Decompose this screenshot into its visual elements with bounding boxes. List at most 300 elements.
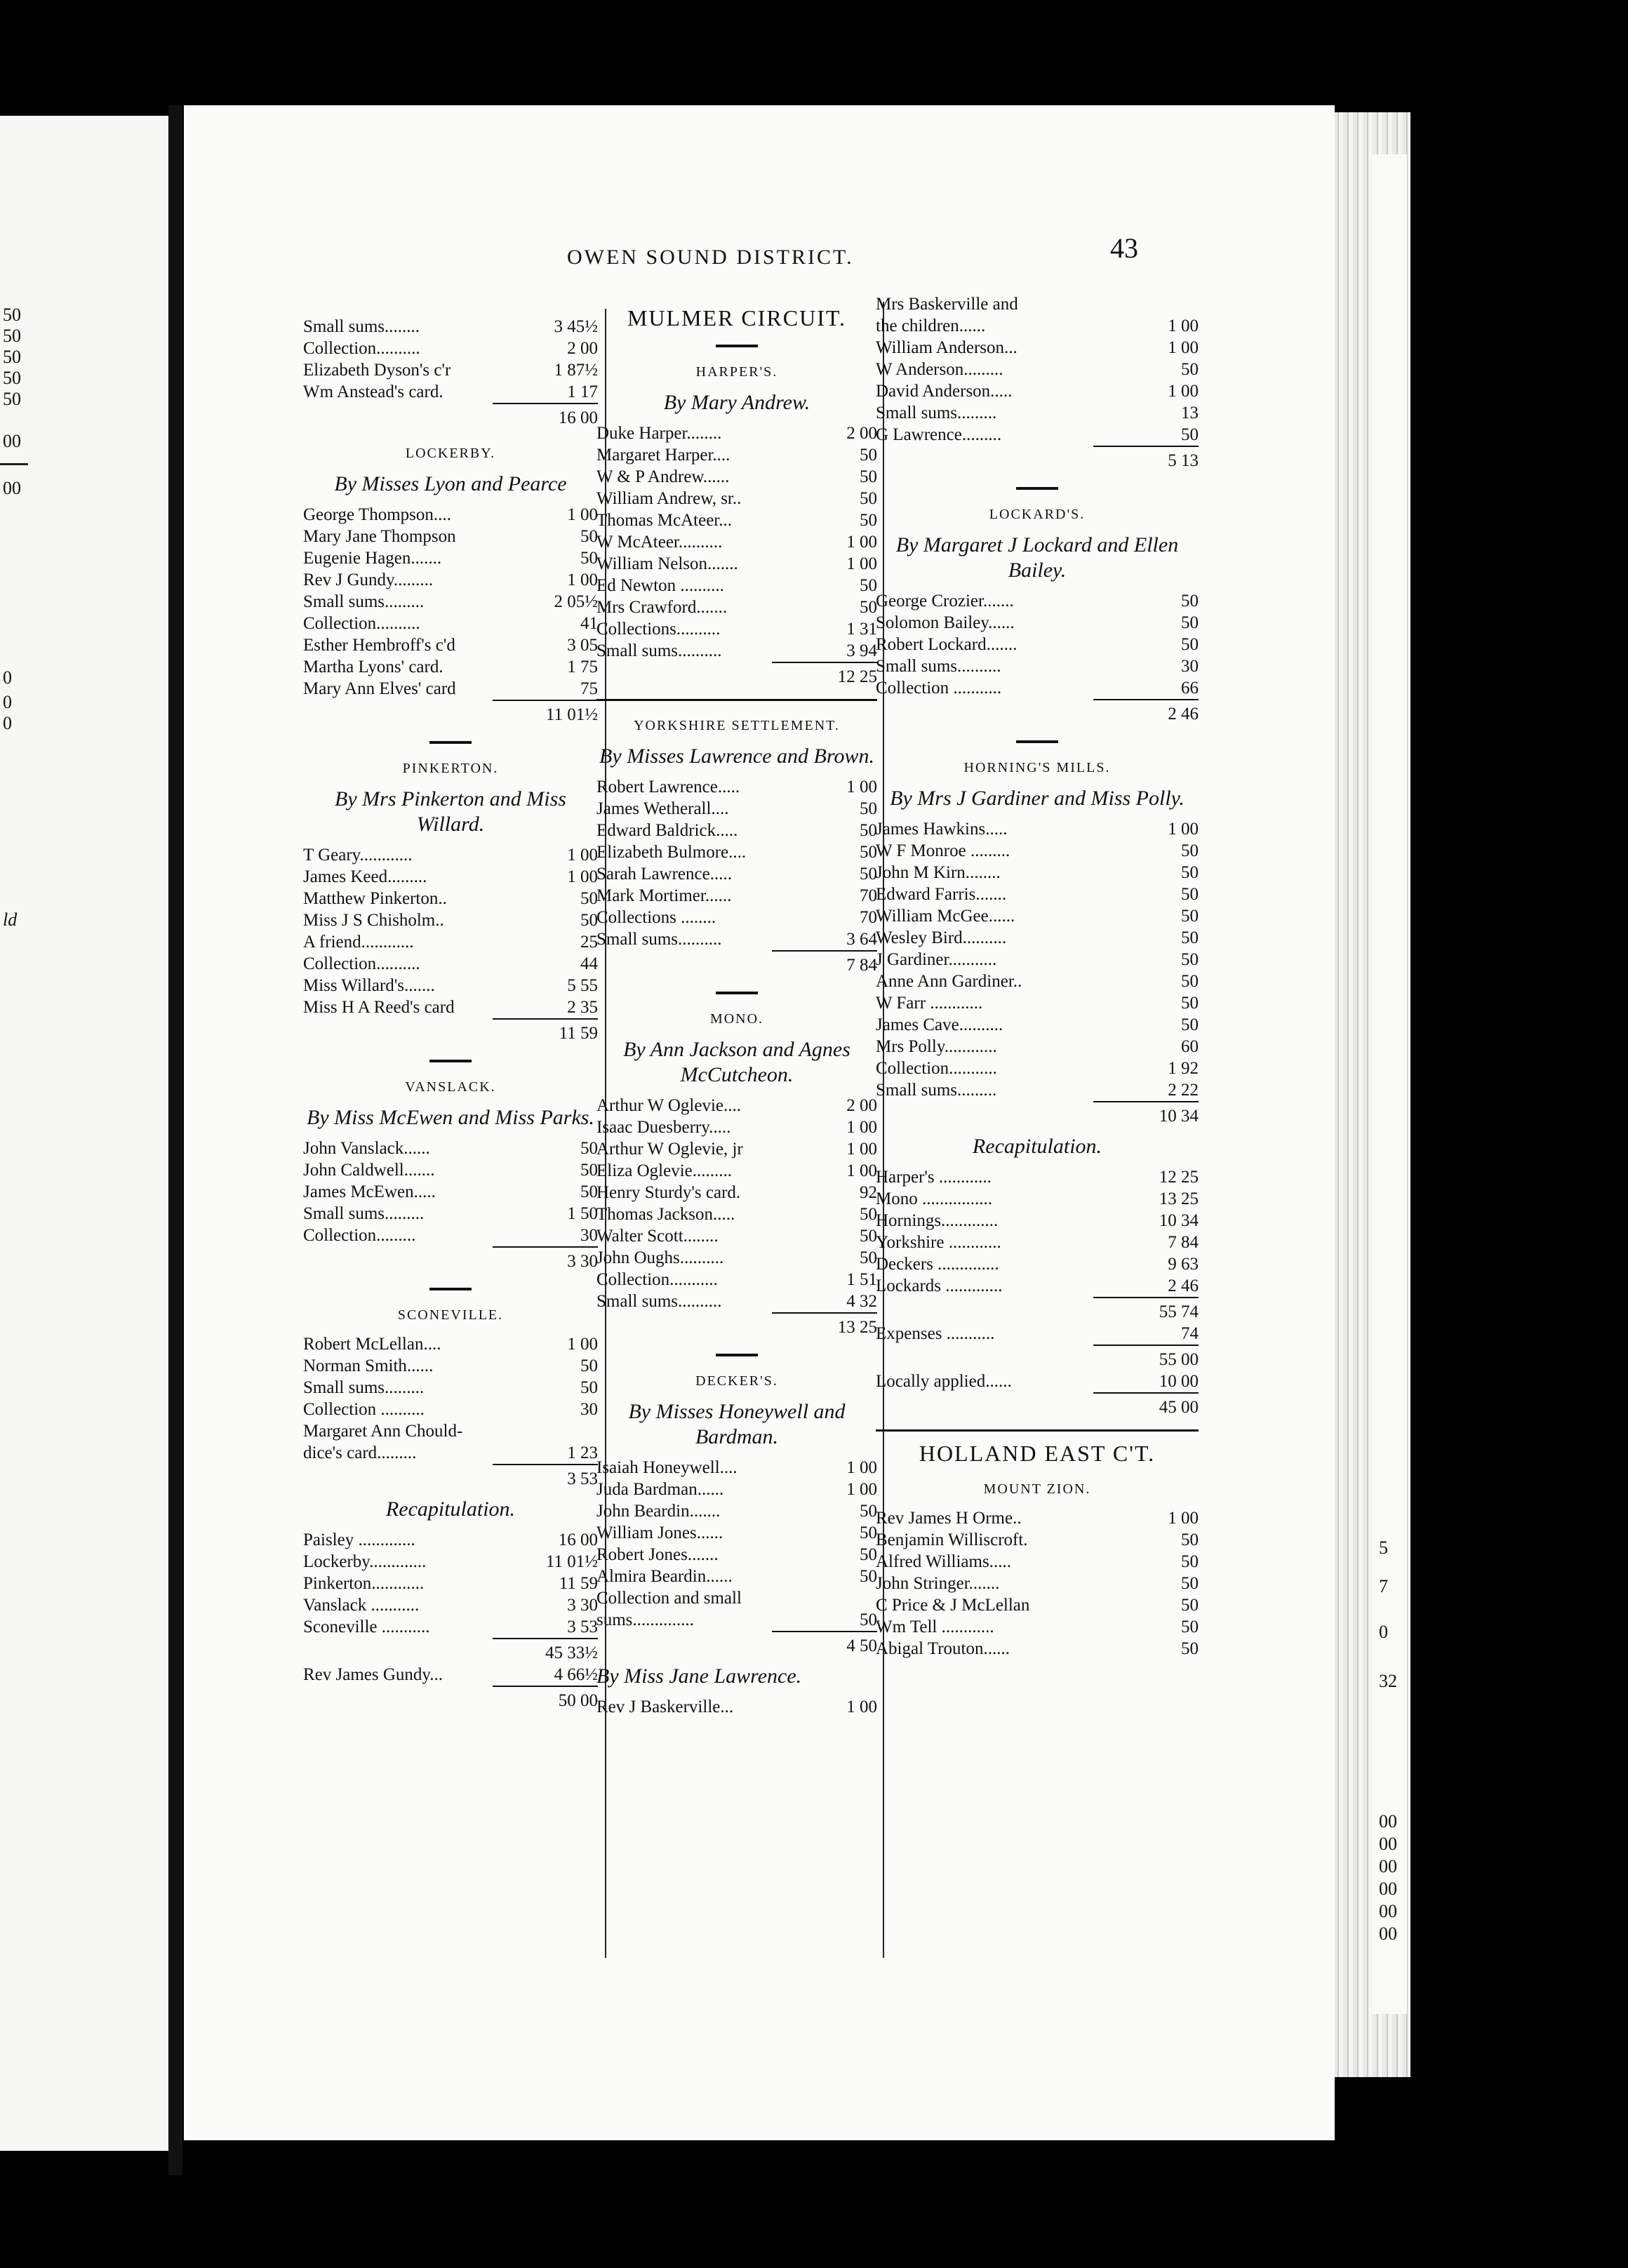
row-label: James Hawkins..... (876, 820, 1008, 839)
col3-top-total: 5 13 (1093, 446, 1199, 472)
row-label: Collection........... (596, 1270, 718, 1289)
entry-row (303, 359, 598, 381)
lockards-rows (876, 590, 1199, 699)
entry-row (303, 1203, 598, 1225)
row-amount: 50 (1181, 950, 1199, 969)
row-label: Paisley ............. (303, 1530, 415, 1549)
left-fragment: 50 (3, 305, 21, 325)
row-amount: 1 31 (846, 620, 877, 639)
entry-row (876, 1166, 1199, 1188)
row-label: Mrs Polly............ (876, 1037, 997, 1056)
mount-zion-rows (876, 1507, 1199, 1660)
row-amount: 50 (1181, 972, 1199, 991)
entry-row (303, 338, 598, 359)
row-amount: 74 (1181, 1324, 1199, 1343)
left-fragment: 50 (3, 389, 21, 409)
row-label: W F Monroe ......... (876, 841, 1010, 860)
entry-row (876, 1275, 1199, 1297)
row-amount: 10 34 (1159, 1211, 1199, 1230)
row-amount: 50 (860, 576, 877, 595)
row-label: Alfred Williams..... (876, 1552, 1011, 1571)
left-fragment: 50 (3, 347, 21, 367)
section-byline: By Mary Andrew. (663, 391, 810, 414)
section-total: 2 46 (1093, 699, 1199, 725)
locally-applied-row (876, 1370, 1199, 1392)
row-amount: 50 (860, 446, 877, 465)
entry-row (303, 1529, 598, 1551)
entry-row (303, 591, 598, 613)
row-amount: 50 (1181, 1574, 1199, 1593)
entry-row (876, 590, 1199, 612)
expenses-row (876, 1323, 1199, 1345)
recap-rows (876, 1166, 1199, 1297)
entry-row (876, 1079, 1199, 1101)
entry-row (303, 888, 598, 909)
edge-fragment: 00 (1379, 1923, 1397, 1944)
row-label: Elizabeth Dyson's c'r (303, 361, 451, 380)
row-amount: 5 55 (567, 976, 598, 995)
entry-row (596, 1247, 877, 1269)
left-rule (0, 463, 28, 465)
section-byline: By Mrs Pinkerton and Miss Willard. (335, 787, 566, 836)
row-label: John Stringer....... (876, 1574, 1000, 1593)
row-label: George Thompson.... (303, 505, 451, 524)
row-label: Collections ........ (596, 908, 716, 927)
row-amount: 50 (580, 527, 598, 546)
entry-row (303, 634, 598, 656)
entry-row (876, 862, 1199, 883)
row-amount: 2 35 (567, 998, 598, 1017)
column-1 (303, 316, 598, 1712)
after-expenses: 55 00 (1093, 1345, 1199, 1370)
section-byline: By Misses Lyon and Pearce (334, 472, 567, 495)
row-amount: 2 46 (1168, 1276, 1199, 1295)
row-label: Thomas McAteer... (596, 511, 733, 530)
section-total: 7 84 (772, 950, 877, 976)
entry-row (303, 909, 598, 931)
row-label: the children...... (876, 316, 986, 335)
row-amount: 3 05 (567, 636, 598, 655)
entry-row (303, 1420, 598, 1442)
entry-row (303, 1159, 598, 1181)
row-amount: 2 00 (846, 424, 877, 443)
entry-row (876, 1573, 1199, 1594)
row-amount: 1 00 (846, 533, 877, 552)
row-amount: 13 (1181, 403, 1199, 422)
row-label: Small sums......... (303, 1378, 425, 1397)
row-amount: 10 00 (1159, 1372, 1199, 1391)
row-amount: 50 (860, 821, 877, 840)
row-amount: 1 00 (1168, 382, 1199, 401)
row-amount: 1 00 (1168, 1509, 1199, 1528)
row-label: T Geary............ (303, 846, 413, 865)
recap-final: 45 00 (1093, 1392, 1199, 1418)
row-label: Lockerby............. (303, 1552, 427, 1571)
col1-top-rows (303, 316, 598, 403)
row-amount: 9 63 (1168, 1255, 1199, 1274)
row-label: Miss Willard's....... (303, 976, 435, 995)
row-amount: 50 (1181, 592, 1199, 611)
recap-title: Recapitulation. (385, 1497, 516, 1521)
row-amount: 50 (580, 1139, 598, 1158)
entry-row (596, 466, 877, 488)
entry-row (876, 927, 1199, 949)
entry-row (596, 798, 877, 820)
edge-fragment: 7 (1379, 1576, 1388, 1596)
row-label: Lockards ............. (876, 1276, 1003, 1295)
section-total: 4 50 (772, 1631, 877, 1657)
row-amount: 1 00 (846, 778, 877, 796)
entry-row (596, 1500, 877, 1522)
row-label: Miss J S Chisholm.. (303, 911, 444, 930)
row-label: Edward Farris....... (876, 885, 1007, 904)
row-label: David Anderson..... (876, 382, 1013, 401)
row-label: Pinkerton............ (303, 1574, 425, 1593)
entry-row (876, 1232, 1199, 1253)
row-amount: 41 (580, 614, 598, 633)
row-label: Sarah Lawrence..... (596, 865, 732, 883)
entry-row (876, 1014, 1199, 1036)
row-amount: 50 (1181, 907, 1199, 926)
sconeville-rows (303, 1333, 598, 1464)
row-label: Esther Hembroff's c'd (303, 636, 455, 655)
row-amount: 1 00 (1168, 338, 1199, 357)
row-label: George Crozier....... (876, 592, 1014, 611)
row-amount: 1 00 (846, 1118, 877, 1137)
entry-row (303, 1181, 598, 1203)
row-label: Expenses ........... (876, 1324, 995, 1343)
row-label: Harper's ............ (876, 1168, 992, 1187)
row-label: Collections.......... (596, 620, 721, 639)
row-amount: 3 64 (846, 930, 877, 949)
section-byline: By Misses Honeywell and Bardman. (628, 1400, 846, 1448)
row-amount: 50 (1181, 1530, 1199, 1549)
row-label: Small sums......... (303, 592, 425, 611)
row-label: W McAteer.......... (596, 533, 723, 552)
section-byline: By Misses Lawrence and Brown. (599, 745, 874, 768)
row-amount: 50 (860, 1610, 877, 1629)
row-label: Edward Baldrick..... (596, 821, 738, 840)
yorkshire-rows (596, 776, 877, 950)
row-amount: 1 00 (567, 505, 598, 524)
entry-row (596, 1457, 877, 1479)
entry-row (303, 1399, 598, 1420)
row-label: Martha Lyons' card. (303, 658, 443, 676)
entry-row (876, 1551, 1199, 1573)
row-amount: 1 00 (567, 1335, 598, 1354)
row-amount: 16 00 (558, 1530, 598, 1549)
entry-row (303, 656, 598, 678)
row-amount: 70 (860, 908, 877, 927)
row-label: Mary Jane Thompson (303, 527, 456, 546)
entry-row (303, 1355, 598, 1377)
row-amount: 2 00 (846, 1096, 877, 1115)
row-amount: 50 (860, 1205, 877, 1224)
row-label: Hornings............. (876, 1211, 999, 1230)
page-number: 43 (1110, 232, 1138, 264)
row-label: Margaret Ann Chould- (303, 1422, 463, 1441)
entry-row (596, 1479, 877, 1500)
circuit-title: MULMER CIRCUIT. (627, 305, 847, 331)
entry-row (876, 1638, 1199, 1660)
row-amount (800, 1587, 877, 1609)
entry-row (303, 381, 598, 403)
row-label: Robert Jones....... (596, 1545, 719, 1564)
row-label: Rev James H Orme.. (876, 1509, 1022, 1528)
vanslack-rows (303, 1138, 598, 1246)
row-label: John Beardin....... (596, 1502, 721, 1521)
row-amount: 1 00 (846, 1161, 877, 1180)
row-label: Henry Sturdy's card. (596, 1183, 741, 1202)
row-amount: 50 (860, 799, 877, 818)
entry-row (876, 655, 1199, 677)
entry-row (303, 1333, 598, 1355)
row-label: Solomon Bailey...... (876, 613, 1015, 632)
entry-row (303, 1377, 598, 1399)
entry-row (303, 1594, 598, 1616)
row-amount: 50 (860, 1227, 877, 1246)
row-amount: 30 (580, 1400, 598, 1419)
row-label: Isaac Duesberry..... (596, 1118, 731, 1137)
row-amount: 2 05½ (554, 592, 598, 611)
entry-row (596, 776, 877, 798)
row-amount: 50 (1181, 360, 1199, 379)
entry-row (596, 618, 877, 640)
left-fragment: 50 (3, 368, 21, 388)
edge-fragment: 32 (1379, 1671, 1397, 1691)
row-amount: 1 00 (567, 846, 598, 865)
entry-row (876, 359, 1199, 380)
row-amount: 50 (1181, 841, 1199, 860)
entry-row (876, 315, 1199, 337)
entry-row (876, 1594, 1199, 1616)
entry-row (303, 613, 598, 634)
row-label: Small sums......... (876, 403, 997, 422)
row-amount: 50 (580, 889, 598, 908)
row-amount: 50 (580, 1378, 598, 1397)
row-amount: 50 (1181, 994, 1199, 1013)
row-amount: 1 00 (846, 1458, 877, 1477)
edge-fragment: 5 (1379, 1537, 1388, 1558)
row-label: sums.............. (596, 1610, 694, 1629)
entry-row (596, 1522, 877, 1544)
column-2 (596, 303, 877, 1718)
entry-row (596, 885, 877, 907)
entry-row (303, 844, 598, 866)
entry-row (876, 634, 1199, 655)
row-label: dice's card......... (303, 1443, 417, 1462)
row-label: Locally applied...... (876, 1372, 1012, 1391)
row-label: Rev James Gundy... (303, 1665, 443, 1684)
row-label: Collection.......... (303, 339, 420, 358)
row-amount: 4 66½ (554, 1665, 598, 1684)
row-label: Duke Harper........ (596, 424, 722, 443)
row-label: Yorkshire ............ (876, 1233, 1001, 1252)
entry-row (876, 949, 1199, 970)
section-title: MOUNT ZION. (983, 1481, 1091, 1497)
section-title: HARPER'S. (695, 364, 778, 380)
row-label: Mary Ann Elves' card (303, 679, 456, 698)
row-label: John Oughs.......... (596, 1248, 724, 1267)
entry-row (876, 970, 1199, 992)
row-amount: 1 00 (1168, 820, 1199, 839)
row-amount: 13 25 (1159, 1189, 1199, 1208)
row-amount: 66 (1181, 679, 1199, 698)
entry-row (876, 840, 1199, 862)
row-amount: 50 (580, 1161, 598, 1180)
row-label: Small sums........ (303, 317, 420, 336)
row-label: Small sums......... (876, 1081, 997, 1100)
section-byline: By Miss Jane Lawrence. (596, 1665, 802, 1688)
separator (1016, 740, 1058, 743)
row-amount: 2 00 (567, 339, 598, 358)
row-amount: 50 (580, 549, 598, 568)
entry-row (303, 504, 598, 526)
section-total: 11 59 (493, 1018, 598, 1044)
section-total: 11 01½ (493, 700, 598, 726)
entry-row (596, 531, 877, 553)
row-label: Vanslack ........... (303, 1596, 420, 1615)
row-label: Ed Newton .......... (596, 576, 724, 595)
entry-row (596, 1138, 877, 1160)
rule (596, 699, 877, 701)
separator (429, 1060, 472, 1062)
row-label: J Gardiner........... (876, 950, 997, 969)
edge-fragment: 00 (1379, 1879, 1397, 1899)
row-amount: 1 50 (567, 1204, 598, 1223)
row-amount: 50 (580, 1356, 598, 1375)
entry-row (303, 931, 598, 953)
row-label: Deckers .............. (876, 1255, 999, 1274)
left-fragment: 0 (3, 713, 12, 733)
row-label: Small sums.......... (876, 657, 1001, 676)
row-label: Robert Lockard....... (876, 635, 1018, 654)
row-label: Collection........... (876, 1059, 997, 1078)
row-label: Small sums.......... (596, 930, 722, 949)
row-label: Small sums......... (303, 1204, 425, 1223)
row-amount: 3 53 (567, 1617, 598, 1636)
entry-row (876, 1210, 1199, 1232)
lockerby-rows (303, 504, 598, 700)
row-amount: 1 00 (846, 1480, 877, 1499)
row-amount: 1 00 (846, 554, 877, 573)
row-label: Collection......... (303, 1226, 416, 1245)
entry-row (303, 996, 598, 1018)
separator (716, 1354, 758, 1356)
edge-fragment: 00 (1379, 1901, 1397, 1921)
row-label: William Andrew, sr.. (596, 489, 742, 508)
row-amount: 11 01½ (545, 1552, 598, 1571)
row-label: Margaret Harper.... (596, 446, 730, 465)
entry-row (303, 866, 598, 888)
entry-row (596, 1566, 877, 1587)
entry-row (596, 575, 877, 596)
row-amount: 50 (860, 1545, 877, 1564)
row-amount: 50 (1181, 1639, 1199, 1658)
recap-subtotal: 55 74 (1093, 1297, 1199, 1323)
entry-row (596, 1160, 877, 1182)
deckers-rows (596, 1457, 877, 1631)
section-byline: By Margaret J Lockard and Ellen Bailey. (895, 533, 1179, 582)
entry-row (303, 1616, 598, 1638)
row-label: James McEwen..... (303, 1182, 436, 1201)
row-label: Benjamin Williscroft. (876, 1530, 1028, 1549)
column-3 (876, 293, 1199, 1660)
edge-fragment: 0 (1379, 1622, 1388, 1642)
entry-row (596, 907, 877, 928)
book-spine (168, 105, 182, 2175)
row-label: Wesley Bird.......... (876, 928, 1007, 947)
row-label: Almira Beardin...... (596, 1567, 733, 1586)
col3-top-rows (876, 293, 1199, 446)
row-label: James Wetherall.... (596, 799, 729, 818)
row-label: William McGee...... (876, 907, 1015, 926)
row-amount (1121, 293, 1199, 315)
row-amount: 50 (1181, 1552, 1199, 1571)
row-amount: 12 25 (1159, 1168, 1199, 1187)
row-amount: 4 32 (846, 1292, 877, 1311)
entry-row (596, 444, 877, 466)
entry-row (596, 928, 877, 950)
entry-row (303, 975, 598, 996)
entry-row (596, 1116, 877, 1138)
hornings-rows (876, 818, 1199, 1101)
entry-row (596, 509, 877, 531)
separator (716, 345, 758, 347)
row-amount: 25 (580, 933, 598, 952)
row-label: C Price & J McLellan (876, 1596, 1030, 1615)
row-label: G Lawrence......... (876, 425, 1002, 444)
row-amount: 1 87½ (554, 361, 598, 380)
section-total: 13 25 (772, 1312, 877, 1338)
harpers-rows (596, 422, 877, 662)
row-amount: 50 (1181, 425, 1199, 444)
entry-row (876, 1253, 1199, 1275)
row-label: Collection and small (596, 1589, 742, 1608)
recap-rows (303, 1529, 598, 1638)
circuit-title: HOLLAND EAST C'T. (919, 1441, 1156, 1466)
entry-row (876, 1058, 1199, 1079)
row-amount: 50 (1181, 885, 1199, 904)
entry-row (596, 553, 877, 575)
row-label: W & P Andrew...... (596, 467, 730, 486)
row-amount: 50 (860, 1523, 877, 1542)
row-amount: 50 (1181, 1015, 1199, 1034)
section-byline: By Ann Jackson and Agnes McCutcheon. (623, 1038, 850, 1086)
row-amount: 2 22 (1168, 1081, 1199, 1100)
left-fragment: 00 (3, 431, 21, 451)
row-amount: 1 00 (1168, 316, 1199, 335)
edge-fragment: 00 (1379, 1856, 1397, 1876)
entry-row (596, 1544, 877, 1566)
entry-row (876, 905, 1199, 927)
row-label: Isaiah Honeywell.... (596, 1458, 738, 1477)
entry-row (876, 1616, 1199, 1638)
page-stack-inner (1372, 154, 1407, 2014)
entry-row (303, 1573, 598, 1594)
row-label: Juda Bardman...... (596, 1480, 724, 1499)
entry-row (876, 293, 1199, 315)
row-label: Matthew Pinkerton.. (303, 889, 447, 908)
row-amount: 50 (860, 467, 877, 486)
row-amount: 30 (1181, 657, 1199, 676)
row-amount: 50 (860, 598, 877, 617)
left-fragment: 0 (3, 692, 12, 712)
row-amount: 1 75 (567, 658, 598, 676)
row-label: Mono ................ (876, 1189, 992, 1208)
row-amount: 50 (1181, 863, 1199, 882)
entry-row (876, 402, 1199, 424)
